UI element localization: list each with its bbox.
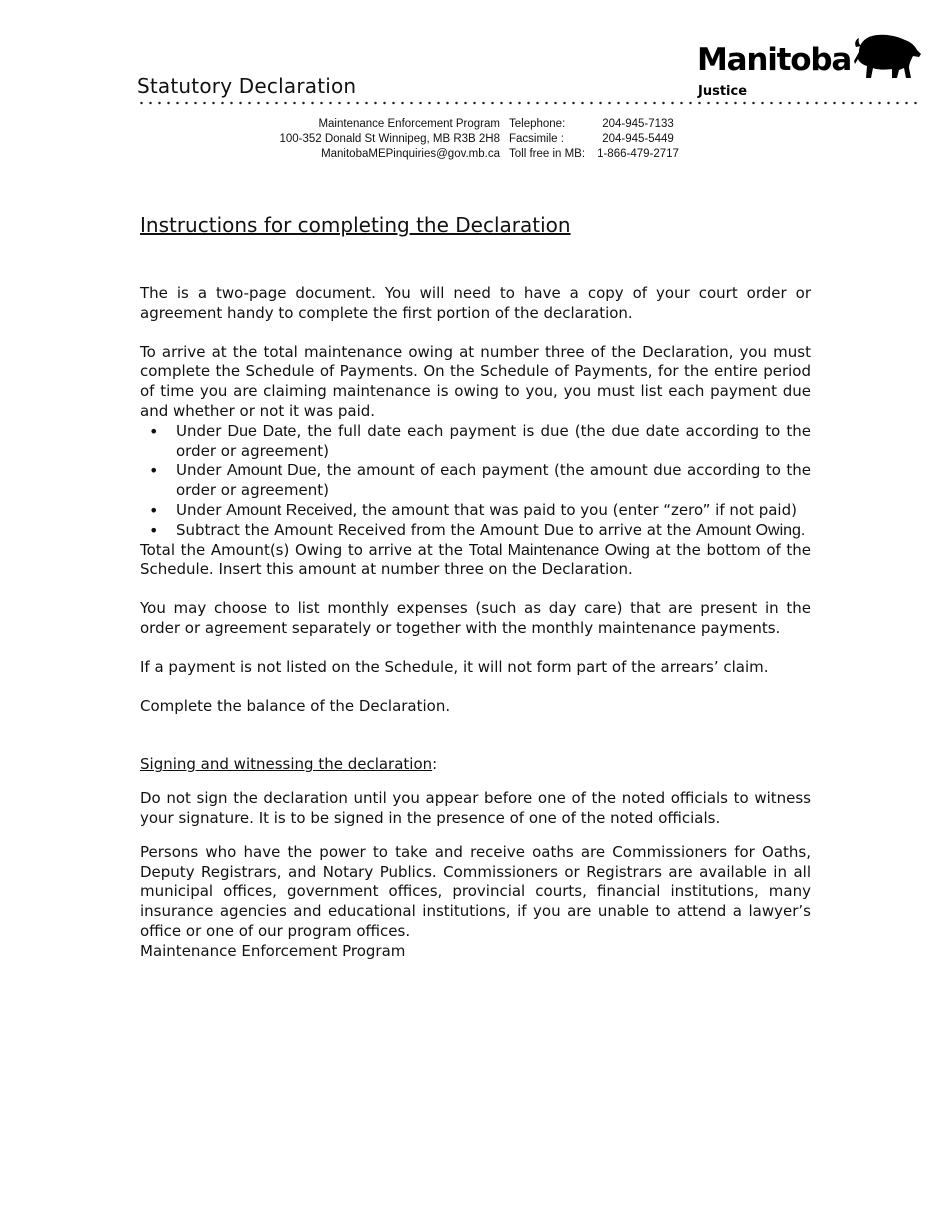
instructions-paragraph-6: Complete the balance of the Declaration. [140,696,451,715]
document-title: Statutory Declaration [137,74,357,98]
list-item: • Subtract the Amount Received from the Amount Due to arrive at the Amount Owing. [176,521,811,541]
contact-address-block [279,117,500,162]
instructions-paragraph-1: The is a two-page document. You will need to have a copy of your court order or agreement handy to complete the first portion of the declaration. [140,284,811,322]
program-name: Maintenance Enforcement Program [318,118,500,130]
signoff-program: Maintenance Enforcement Program [140,941,406,960]
facsimile-label: Facsimile : [509,133,564,145]
signing-paragraph-2: Persons who have the power to take and receive oaths are Commissioners for Oaths, Deputy Registrars, and Notary Publics. Commissioners or Registrars are available in all municipal offices, government offices, provincial courts, financial institutions, many insurance agencies and educational institutions, if you are unable to attend a lawyer’s office or one of our program offices. [140,842,811,940]
instructions-bullet-list [140,422,811,541]
instructions-paragraph-3: Total the Amount(s) Owing to arrive at the Total Maintenance Owing at the bottom of the Schedule. Insert this amount at number three on the Declaration. [140,540,812,579]
tollfree-label: Toll free in MB: [509,148,586,160]
contact-labels [509,117,585,162]
instructions-paragraph-5: If a payment is not listed on the Schedule, it will not form part of the arrears’ claim. [140,657,769,676]
list-item: • Under Amount Received, the amount that was paid to you (enter “zero” if not paid) [176,501,811,521]
contact-numbers [597,117,679,162]
logo-wordmark: Manitoba [697,42,852,78]
instructions-paragraph-4: You may choose to list monthly expenses (such as day care) that are present in the order or agreement separately or together with the monthly maintenance payments. [140,599,811,637]
instructions-heading: Instructions for completing the Declaration [140,213,571,237]
signing-heading: Signing and witnessing the declaration: [140,755,438,774]
mailing-address: 100-352 Donald St Winnipeg, MB R3B 2H8 [279,133,500,145]
instructions-paragraph-2: To arrive at the total maintenance owing at number three of the Declaration, you must complete the Schedule of Payments. On the Schedule of Payments, for the entire period of time you are claiming maintenance is owing to you, you must list each payment due and whether or not it was paid. [140,342,811,420]
list-item: • Under Due Date, the full date each payment is due (the due date according to the order or agreement) [176,422,811,462]
facsimile-number: 204-945-5449 [602,133,674,145]
signing-paragraph-1: Do not sign the declaration until you appear before one of the noted officials to witness your signature. It is to be signed in the presence of one of the noted officials. [140,789,811,827]
tollfree-number: 1-866-479-2717 [597,148,679,160]
document-body [140,212,811,962]
bison-icon [853,32,925,80]
telephone-number: 204-945-7133 [602,118,674,130]
email-address[interactable]: ManitobaMEPinquiries@gov.mb.ca [321,148,500,160]
logo-department: Justice [698,84,748,99]
telephone-label: Telephone: [509,118,566,130]
manitoba-logo [697,32,927,102]
list-item: • Under Amount Due, the amount of each payment (the amount due according to the order or agreement) [176,461,811,501]
